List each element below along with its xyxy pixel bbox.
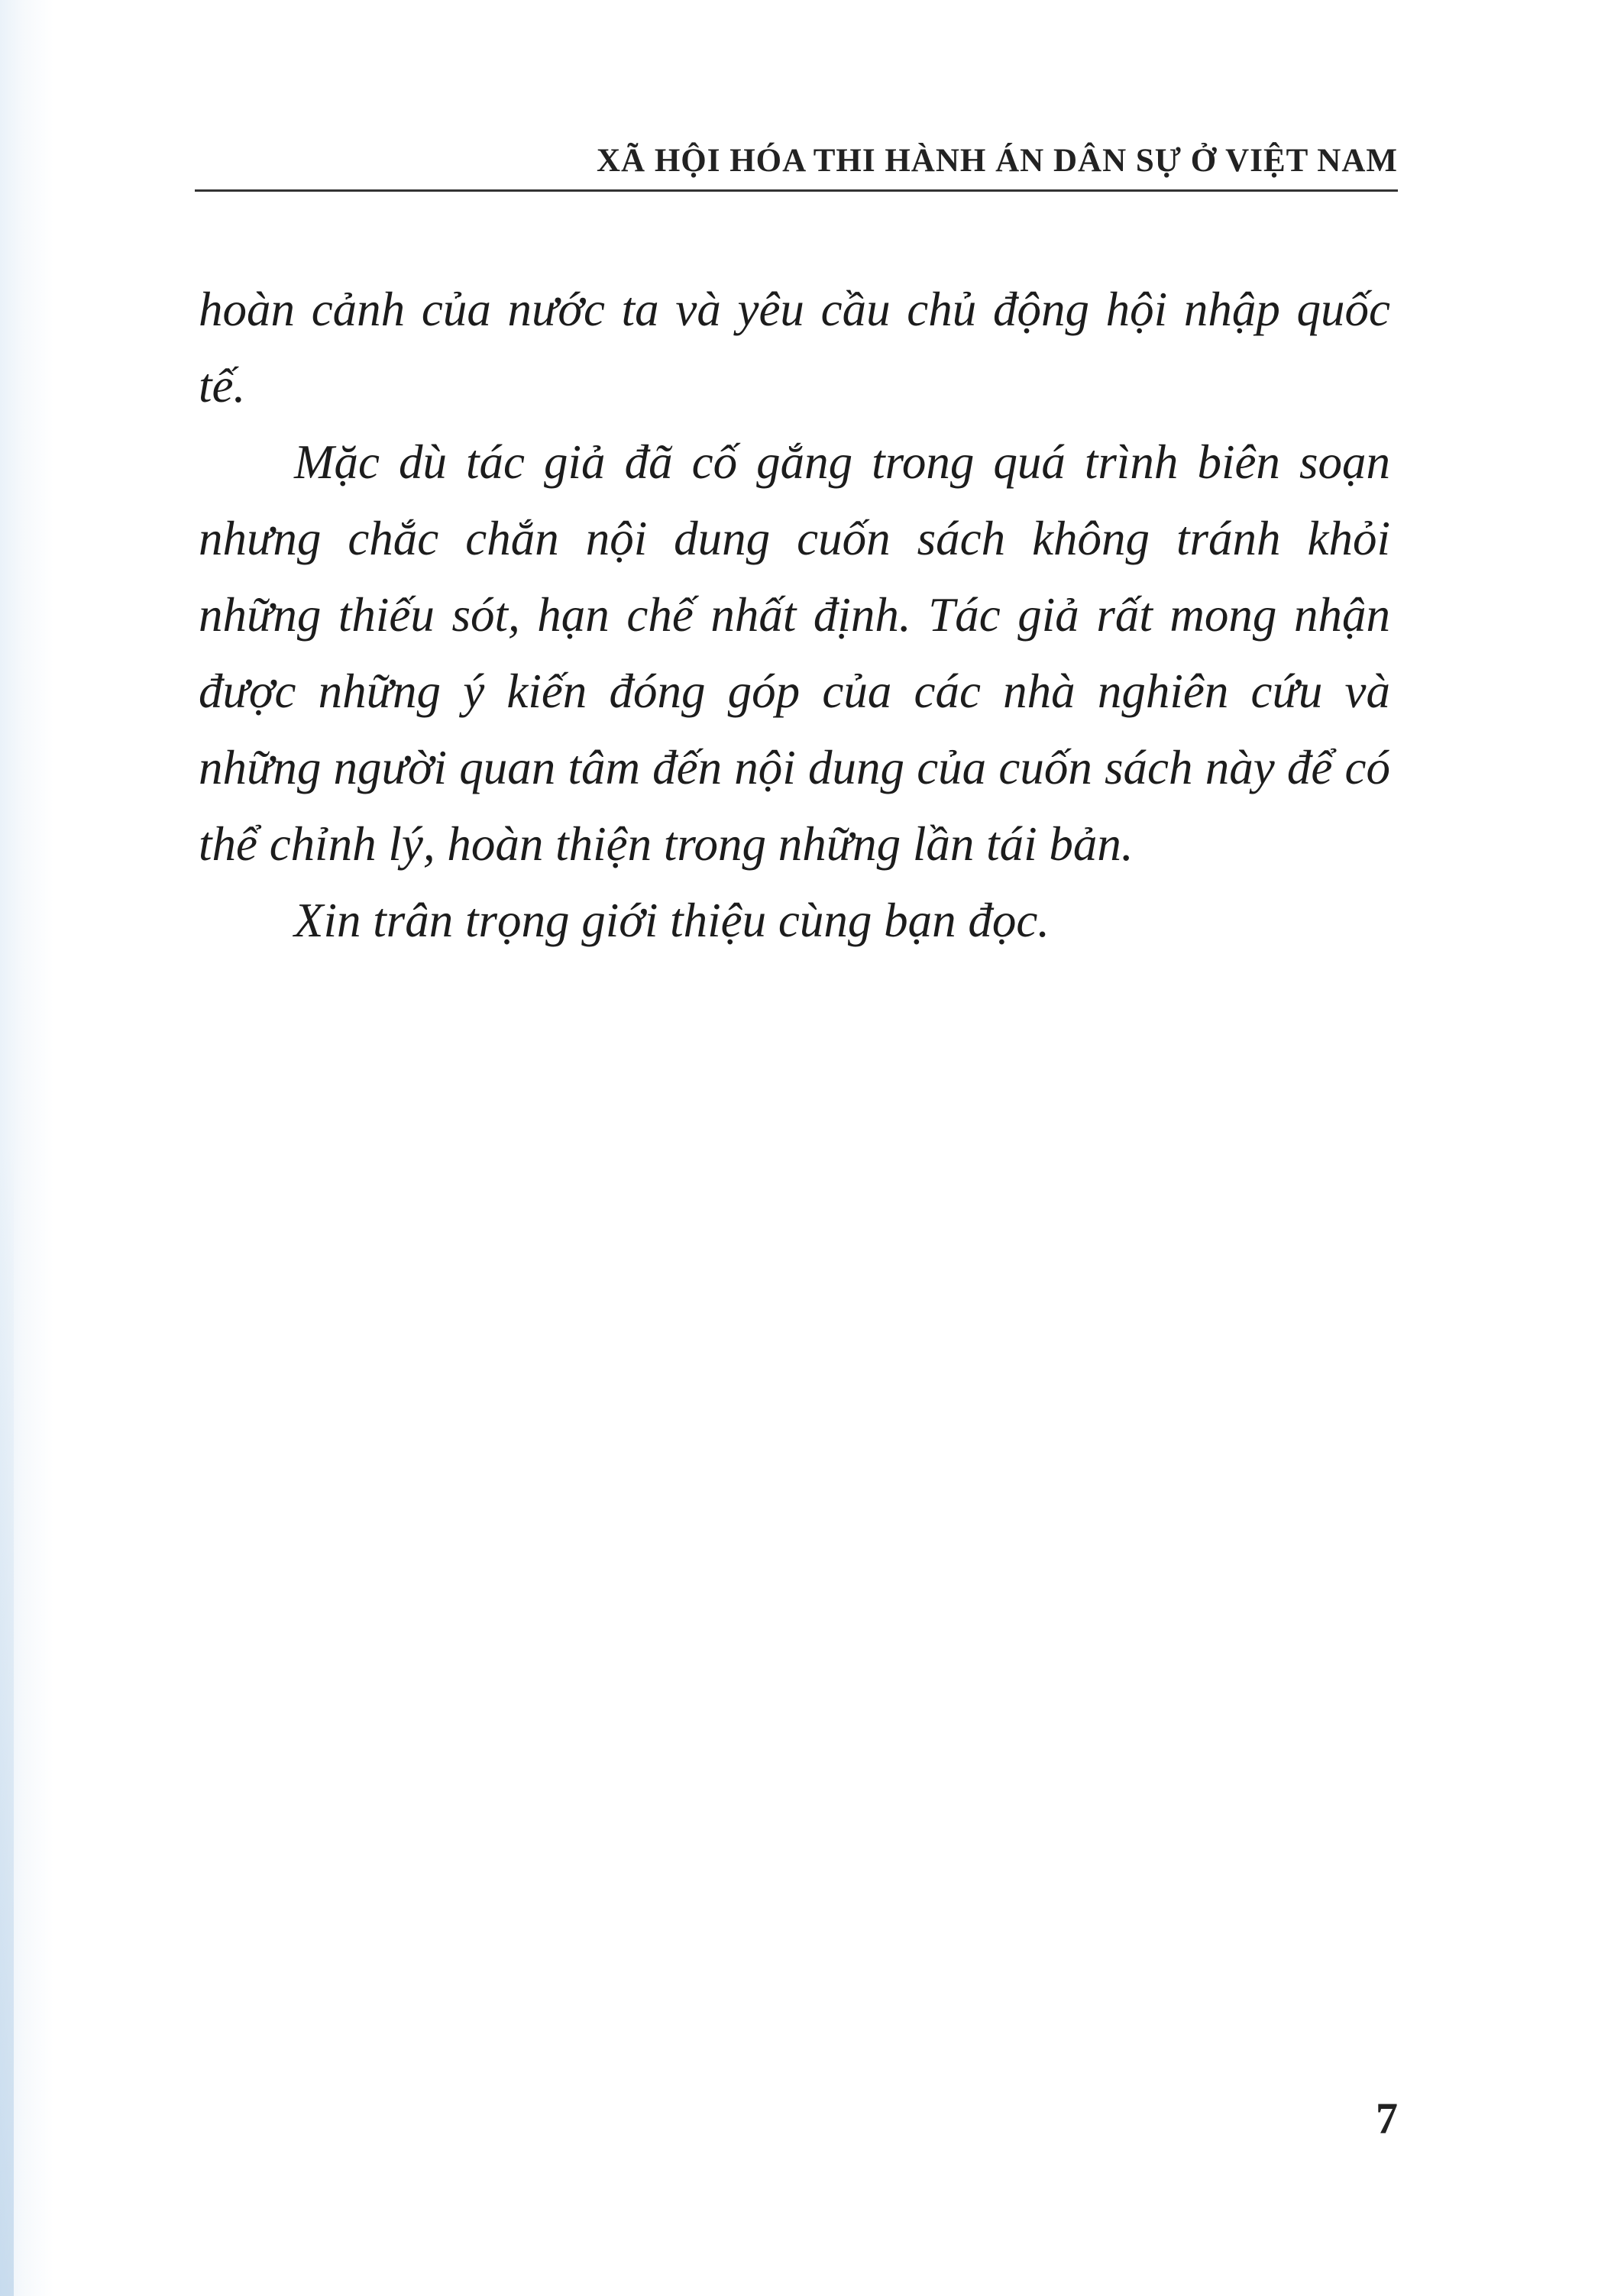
paragraph: Xin trân trọng giới thiệu cùng bạn đọc. [294,894,1050,947]
running-header [195,136,1398,192]
page-number: 7 [1376,2094,1398,2143]
paragraph: Mặc dù tác giả đã cố gắng trong quá trình biên soạn nhưng chắc chắn nội dung cuốn sách không tránh khỏi những thiếu sót, hạn chế nhất định. Tác giả rất mong nhận được những ý kiến đóng góp của các nhà nghiên cứu và những người quan tâm đến nội dung của cuốn sách này để có thể chỉnh lý, hoàn thiện trong những lần tái bản. [199,435,1390,871]
paragraph: hoàn cảnh của nước ta và yêu cầu chủ động hội nhập quốc tế. [199,283,1390,412]
running-header-title: XÃ HỘI HÓA THI HÀNH ÁN DÂN SỰ Ở VIỆT NAM [596,143,1398,179]
body-text [199,271,1390,959]
page-edge-shadow [0,1146,14,2296]
